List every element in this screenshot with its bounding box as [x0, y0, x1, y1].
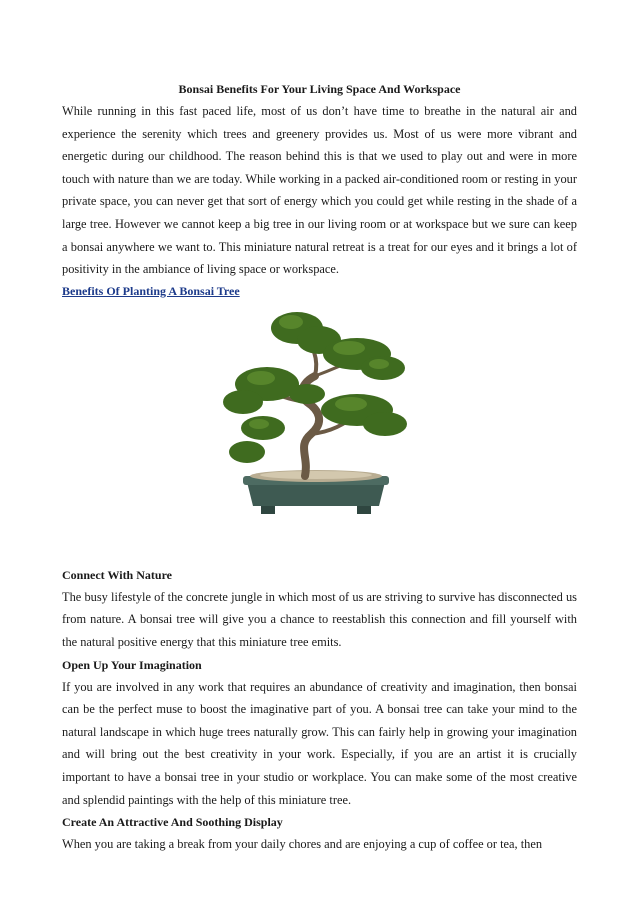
section-heading-display: Create An Attractive And Soothing Display	[62, 815, 283, 830]
section-body-display: When you are taking a break from your daily chores and are enjoying a cup of coffee or tea, then	[62, 837, 543, 852]
section-heading-connect: Connect With Nature	[62, 567, 173, 582]
section-body-imagination: If you are involved in any work that requires an abundance of creativity and imagination, then bonsai can be the perfect muse to boost the imaginative part of you. A bonsai tree can take your mind to the natural landscape in which huge trees naturally grow. This can fairly help in growing your imagination and will bring out the best creativity in your work. Especially, if you are an artist it is crucially important to have a bonsai tree in your studio or workplace. You can make some of the most creative and splendid paintings with the help of this miniature tree.	[62, 679, 577, 807]
benefits-link[interactable]: Benefits Of Planting A Bonsai Tree	[62, 283, 240, 298]
document-page	[62, 79, 577, 856]
section-heading-imagination: Open Up Your Imagination	[62, 657, 202, 672]
section-body-connect: The busy lifestyle of the concrete jungle in which most of us are striving to survive has disconnected us from nature. A bonsai tree will give you a chance to reestablish this connection and fill yourself with the natural positive energy that this miniature tree emits.	[62, 589, 577, 649]
document-title: Bonsai Benefits For Your Living Space And Workspace	[178, 82, 461, 96]
bonsai-illustration	[207, 306, 427, 546]
intro-paragraph: While running in this fast paced life, most of us don’t have time to breathe in the natural air and experience the serenity which trees and greenery provides us. Most of us were more vibrant and energetic during our childhood. The reason behind this is that we used to play out and were in more touch with nature than we are today. While working in a packed air-conditioned room or resting in your private space, you can never get that sort of energy which you could get while resting in the shade of a large tree. However we cannot keep a big tree in our living room or at workspace but we sure can keep a bonsai anywhere we want to. This miniature natural retreat is a treat for our eyes and it brings a lot of positivity in the ambiance of living space or workspace.	[62, 104, 577, 277]
bonsai-image	[62, 306, 577, 546]
